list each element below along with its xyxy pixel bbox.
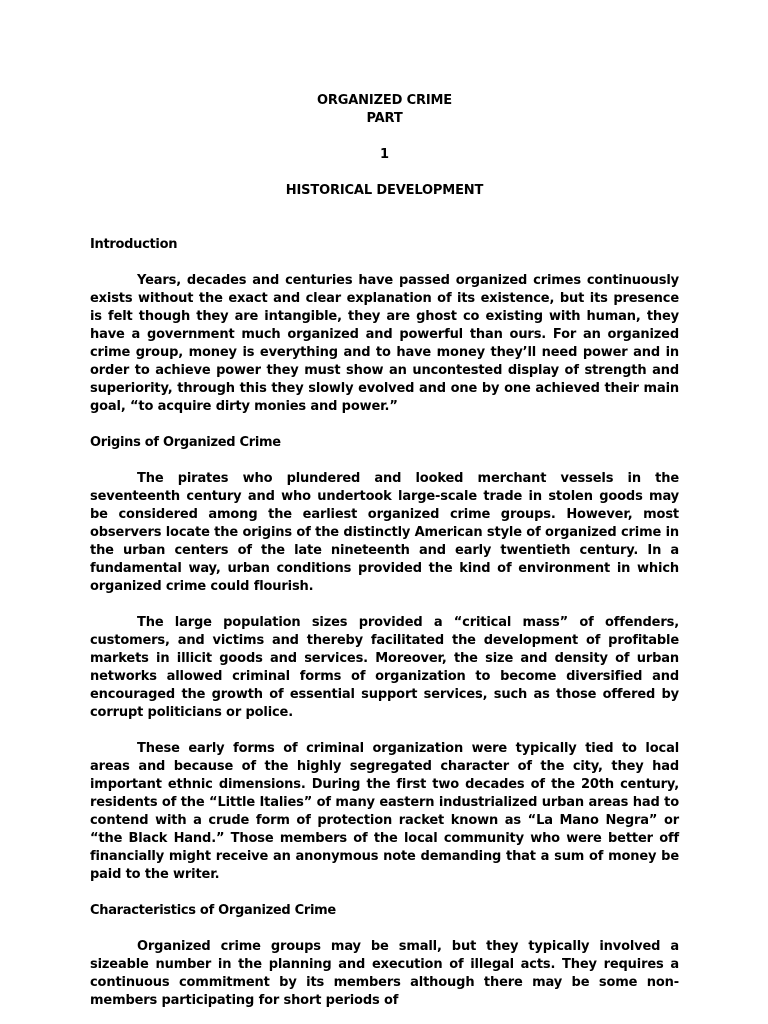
origins-paragraph-1: The pirates who plundered and looked merchant vessels in the seventeenth century and who undertook large-scale trade in stolen goods may be considered among the earliest organized crime groups. However, most observers locate the origins of the distinctly American style of organized crime in the urban centers of the late nineteenth and early twentieth century. In a fundamental way, urban conditions provided the kind of environment in which organized crime could flourish. (90, 471, 679, 594)
document-part-number: 1 (380, 147, 389, 162)
introduction-paragraph: Years, decades and centuries have passed organized crimes continuously exists without the exact and clear explanation of its existence, but its presence is felt though they are intangible, they are ghost co existing with human, they have a government much organized and powerful than ours. For an organized crime group, money is everything and to have money they’ll need power and in order to achieve power they must show an uncontested display of strength and superiority, through this they slowly evolved and one by one achieved their main goal, “to acquire dirty monies and power.” (90, 273, 679, 414)
origins-paragraph-2: The large population sizes provided a “critical mass” of offenders, customers, and victims and thereby facilitated the development of profitable markets in illicit goods and services. Moreover, the size and density of urban networks allowed criminal forms of organization to become diversified and encouraged the growth of essential support services, such as those offered by corrupt politicians or police. (90, 615, 679, 720)
section-heading-origins: Origins of Organized Crime (90, 435, 281, 450)
characteristics-paragraph: Organized crime groups may be small, but they typically involved a sizeable number in the planning and execution of illegal acts. They requires a continuous commitment by its members although there may be some non-members participating for short periods of (90, 939, 679, 1008)
section-heading-introduction: Introduction (90, 237, 178, 252)
section-heading-characteristics: Characteristics of Organized Crime (90, 903, 336, 918)
document-body (90, 92, 679, 1010)
document-title: ORGANIZED CRIME (316, 93, 453, 108)
document-subtitle: HISTORICAL DEVELOPMENT (285, 183, 484, 198)
title-block (90, 92, 679, 200)
origins-paragraph-3: These early forms of criminal organization were typically tied to local areas and because of the highly segregated character of the city, they had important ethnic dimensions. During the first two decades of the 20th century, residents of the “Little Italies” of many eastern industrialized urban areas had to contend with a crude form of protection racket known as “La Mano Negra” or “the Black Hand.” Those members of the local community who were better off financially might receive an anonymous note demanding that a sum of money be paid to the writer. (90, 741, 679, 882)
document-title-part: PART (366, 111, 403, 126)
